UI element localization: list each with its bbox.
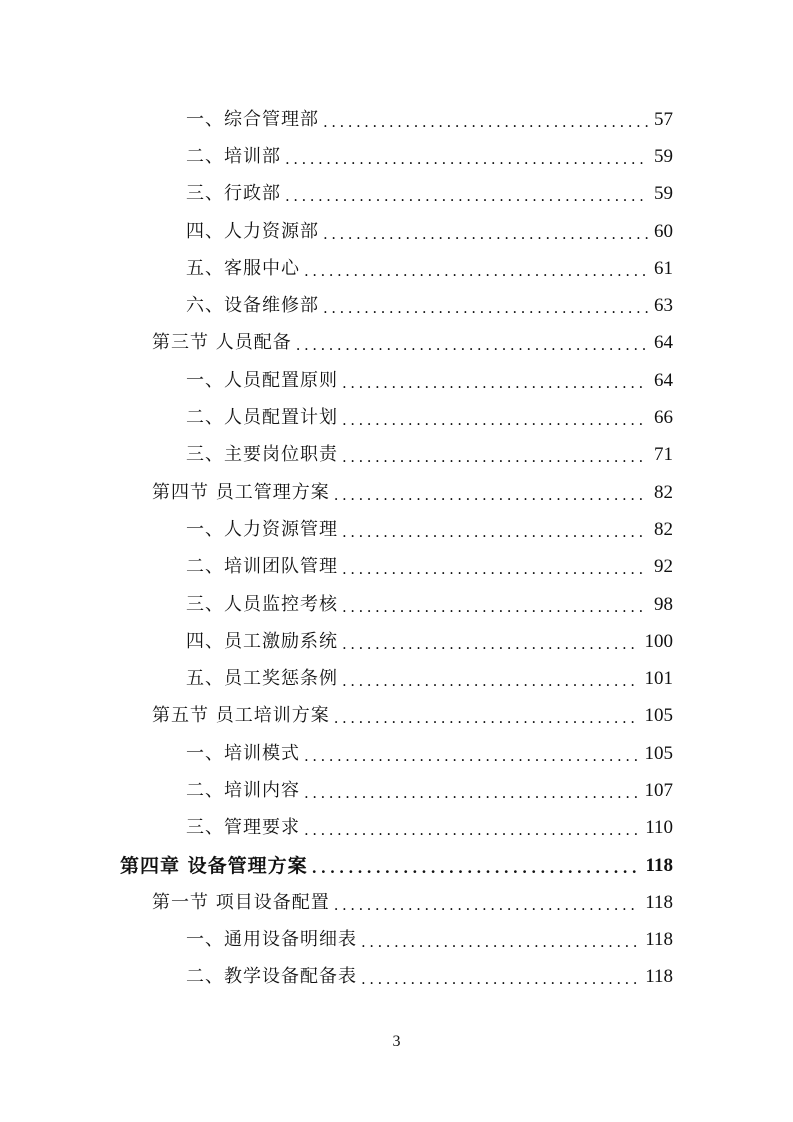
toc-entry-page-number: 82 — [654, 518, 673, 540]
toc-entry-title: 一、人员配置原则 — [186, 369, 338, 391]
toc-entry-title: 一、培训模式 — [186, 742, 300, 764]
toc-subsection-entry[interactable] — [0, 772, 793, 809]
toc-entry-title: 三、行政部 — [186, 183, 281, 205]
toc-entry-page-number: 110 — [645, 817, 673, 839]
toc-entry-page-number: 118 — [645, 929, 673, 951]
toc-subsection-entry[interactable] — [0, 250, 793, 287]
toc-entry-page-number: 71 — [654, 444, 673, 466]
toc-entry-title: 第一节 项目设备配置 — [152, 891, 330, 913]
toc-dot-leader — [285, 182, 648, 206]
toc-entry-title: 二、培训内容 — [186, 779, 300, 801]
toc-subsection-entry[interactable] — [0, 101, 793, 138]
toc-dot-leader — [304, 257, 648, 281]
toc-subsection-entry[interactable] — [0, 287, 793, 324]
toc-entry-page-number: 82 — [654, 481, 673, 503]
toc-entry-page-number: 105 — [644, 705, 673, 727]
toc-dot-leader — [342, 369, 648, 393]
toc-entry-title: 一、人力资源管理 — [186, 518, 338, 540]
toc-entry-page-number: 101 — [644, 668, 673, 690]
toc-subsection-entry[interactable] — [0, 138, 793, 175]
toc-subsection-entry[interactable] — [0, 922, 793, 959]
toc-entry-page-number: 63 — [654, 295, 673, 317]
toc-section-entry[interactable] — [0, 698, 793, 735]
toc-dot-leader — [342, 443, 648, 467]
toc-subsection-entry[interactable] — [0, 623, 793, 660]
page-number: 3 — [392, 1033, 401, 1050]
toc-chapter-entry[interactable] — [0, 847, 793, 884]
toc-dot-leader — [342, 667, 639, 691]
toc-entry-page-number: 59 — [654, 145, 673, 167]
toc-subsection-entry[interactable] — [0, 549, 793, 586]
toc-entry-title: 六、设备维修部 — [186, 295, 319, 317]
toc-entry-title: 五、员工奖惩条例 — [186, 668, 338, 690]
toc-entry-page-number: 118 — [645, 966, 673, 988]
toc-entry-page-number: 105 — [644, 742, 673, 764]
toc-dot-leader — [304, 742, 639, 766]
toc-entry-title: 三、管理要求 — [186, 817, 300, 839]
toc-entry-title: 五、客服中心 — [186, 257, 300, 279]
toc-dot-leader — [304, 816, 639, 840]
toc-entry-title: 三、人员监控考核 — [186, 593, 338, 615]
toc-entry-title: 一、通用设备明细表 — [186, 929, 357, 951]
toc-entry-page-number: 118 — [645, 854, 673, 876]
toc-entry-page-number: 118 — [645, 891, 673, 913]
toc-entry-title: 二、培训部 — [186, 145, 281, 167]
toc-entry-page-number: 98 — [654, 593, 673, 615]
toc-dot-leader — [323, 108, 648, 132]
toc-dot-leader — [342, 593, 648, 617]
toc-entry-title: 三、主要岗位职责 — [186, 444, 338, 466]
toc-entry-page-number: 64 — [654, 369, 673, 391]
toc-entry-title: 四、人力资源部 — [186, 220, 319, 242]
toc-subsection-entry[interactable] — [0, 735, 793, 772]
toc-entry-page-number: 61 — [654, 257, 673, 279]
toc-dot-leader — [296, 331, 648, 355]
toc-entry-title: 第四章 设备管理方案 — [120, 854, 308, 877]
toc-subsection-entry[interactable] — [0, 511, 793, 548]
toc-subsection-entry[interactable] — [0, 810, 793, 847]
toc-dot-leader — [361, 965, 639, 989]
toc-dot-leader — [334, 891, 639, 915]
toc-entry-page-number: 60 — [654, 220, 673, 242]
toc-entry-title: 四、员工激励系统 — [186, 630, 338, 652]
toc-subsection-entry[interactable] — [0, 399, 793, 436]
toc-dot-leader — [342, 518, 648, 542]
toc-entry-title: 二、培训团队管理 — [186, 556, 338, 578]
toc-section-entry[interactable] — [0, 474, 793, 511]
toc-entry-title: 二、人员配置计划 — [186, 407, 338, 429]
toc-dot-leader — [323, 294, 648, 318]
toc-dot-leader — [342, 630, 639, 654]
toc-subsection-entry[interactable] — [0, 437, 793, 474]
toc-entry-page-number: 92 — [654, 556, 673, 578]
toc-section-entry[interactable] — [0, 325, 793, 362]
toc-subsection-entry[interactable] — [0, 176, 793, 213]
toc-dot-leader — [361, 928, 639, 952]
toc-entry-title: 二、教学设备配备表 — [186, 966, 357, 988]
toc-subsection-entry[interactable] — [0, 660, 793, 697]
toc-dot-leader — [334, 481, 648, 505]
toc-subsection-entry[interactable] — [0, 213, 793, 250]
toc-entry-title: 第五节 员工培训方案 — [152, 705, 330, 727]
toc-dot-leader — [312, 854, 640, 878]
toc-entry-page-number: 107 — [644, 779, 673, 801]
toc-dot-leader — [323, 220, 648, 244]
toc-dot-leader — [285, 145, 648, 169]
toc-dot-leader — [342, 406, 648, 430]
toc-entry-title: 一、综合管理部 — [186, 108, 319, 130]
toc-subsection-entry[interactable] — [0, 586, 793, 623]
table-of-contents — [0, 101, 793, 996]
toc-entry-page-number: 100 — [644, 630, 673, 652]
toc-subsection-entry[interactable] — [0, 959, 793, 996]
toc-entry-page-number: 64 — [654, 332, 673, 354]
toc-dot-leader — [334, 704, 639, 728]
toc-entry-page-number: 57 — [654, 108, 673, 130]
toc-subsection-entry[interactable] — [0, 362, 793, 399]
toc-dot-leader — [304, 779, 639, 803]
toc-dot-leader — [342, 555, 648, 579]
toc-section-entry[interactable] — [0, 884, 793, 921]
toc-entry-page-number: 66 — [654, 407, 673, 429]
toc-entry-title: 第四节 员工管理方案 — [152, 481, 330, 503]
toc-entry-page-number: 59 — [654, 183, 673, 205]
toc-entry-title: 第三节 人员配备 — [152, 332, 292, 354]
